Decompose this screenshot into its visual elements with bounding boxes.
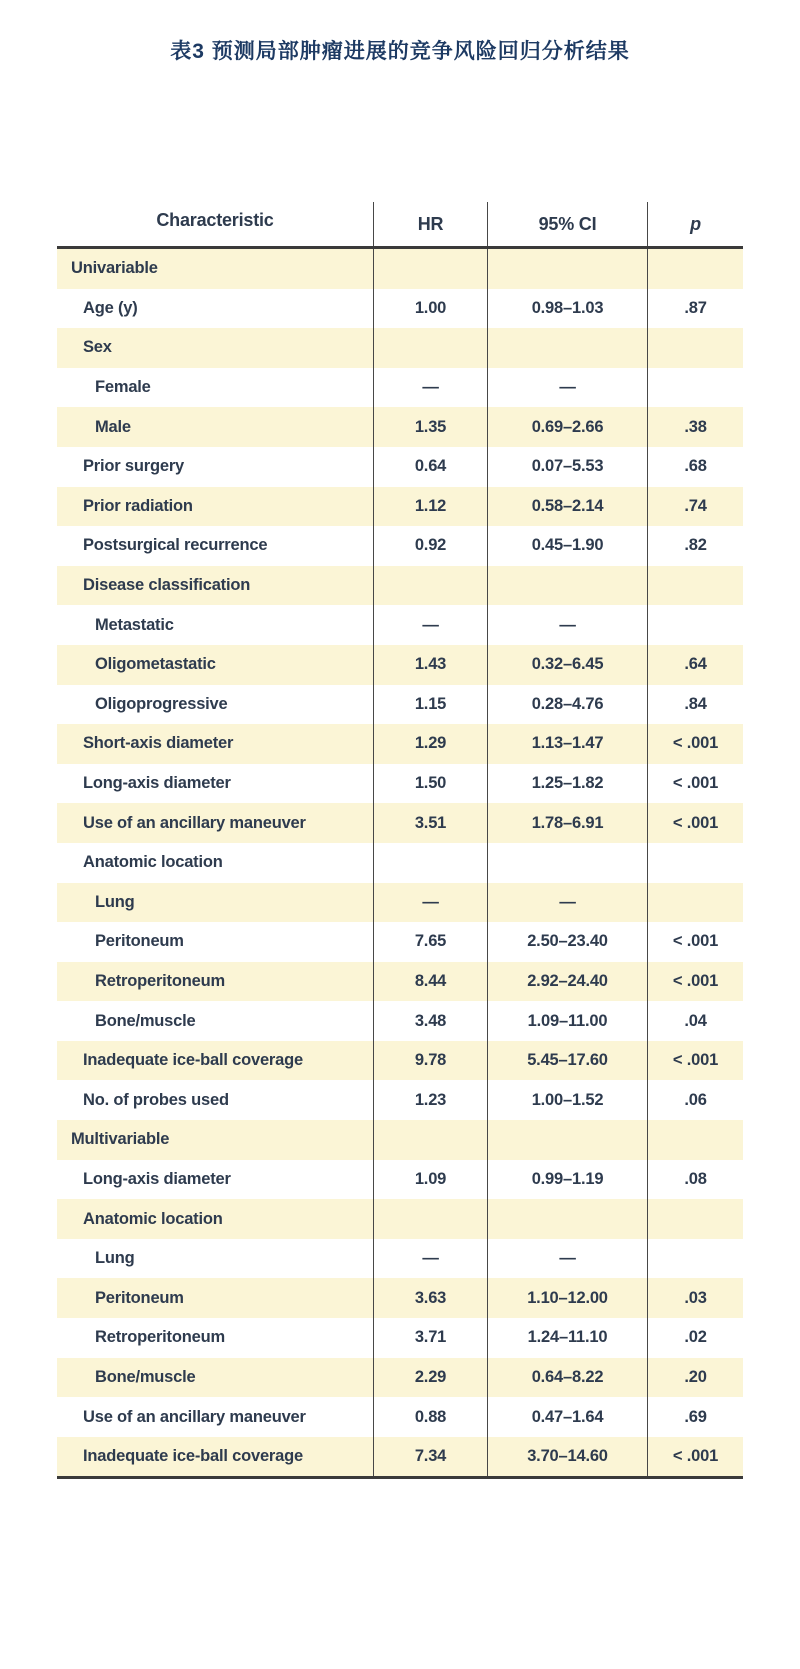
table-row	[57, 447, 743, 487]
characteristic-label: Short-axis diameter	[83, 734, 234, 753]
table-row	[57, 407, 743, 447]
characteristic-label: Peritoneum	[95, 1288, 184, 1307]
table-row	[57, 724, 743, 764]
cell-ci-value: —	[487, 1239, 647, 1279]
table-row	[57, 1041, 743, 1081]
cell-ci-value	[487, 1120, 647, 1160]
cell-hr-value: 3.63	[373, 1278, 487, 1318]
cell-characteristic	[57, 536, 373, 555]
table-caption: 表3 预测局部肿瘤进展的竞争风险回归分析结果	[170, 40, 630, 63]
cell-ci-value: 0.28–4.76	[487, 685, 647, 725]
cell-hr-value: —	[373, 883, 487, 923]
cell-characteristic	[57, 457, 373, 476]
cell-p-value: .82	[647, 526, 743, 566]
cell-p-value: .38	[647, 407, 743, 447]
table-row	[57, 962, 743, 1002]
table-header-row	[57, 195, 743, 249]
cell-hr-value: 1.43	[373, 645, 487, 685]
cell-p-value	[647, 1120, 743, 1160]
cell-ci-value: —	[487, 368, 647, 408]
cell-ci-value	[487, 249, 647, 289]
cell-ci-value: 3.70–14.60	[487, 1437, 647, 1477]
cell-characteristic	[57, 814, 373, 833]
characteristic-label: Oligometastatic	[95, 655, 216, 674]
cell-p-value	[647, 566, 743, 606]
characteristic-label: Metastatic	[95, 615, 174, 634]
cell-hr-value: 3.71	[373, 1318, 487, 1358]
cell-hr-value: —	[373, 368, 487, 408]
table-row	[57, 883, 743, 923]
characteristic-label: Lung	[95, 1249, 135, 1268]
table-row	[57, 764, 743, 804]
characteristic-label: Bone/muscle	[95, 1367, 196, 1386]
cell-hr-value: 0.92	[373, 526, 487, 566]
cell-p-value: .08	[647, 1160, 743, 1200]
table-row	[57, 1080, 743, 1120]
cell-characteristic	[57, 616, 373, 635]
cell-hr-value: 2.29	[373, 1358, 487, 1398]
table-row	[57, 328, 743, 368]
cell-ci-value: —	[487, 605, 647, 645]
cell-hr-value: 0.88	[373, 1397, 487, 1437]
cell-hr-value	[373, 328, 487, 368]
cell-hr-value: 1.00	[373, 289, 487, 329]
cell-ci-value: 0.69–2.66	[487, 407, 647, 447]
cell-p-value: .20	[647, 1358, 743, 1398]
cell-hr-value	[373, 1199, 487, 1239]
characteristic-label: Long-axis diameter	[83, 774, 231, 793]
table-row	[57, 1199, 743, 1239]
cell-p-value	[647, 883, 743, 923]
cell-ci-value: 1.24–11.10	[487, 1318, 647, 1358]
characteristic-label: Peritoneum	[95, 932, 184, 951]
cell-ci-value: 0.99–1.19	[487, 1160, 647, 1200]
table-row	[57, 289, 743, 329]
characteristic-label: Inadequate ice-ball coverage	[83, 1447, 303, 1466]
table-row	[57, 368, 743, 408]
table-row	[57, 1278, 743, 1318]
cell-p-value	[647, 843, 743, 883]
cell-p-value	[647, 1239, 743, 1279]
cell-hr-value: 3.48	[373, 1001, 487, 1041]
cell-characteristic	[57, 1289, 373, 1308]
cell-characteristic	[57, 1328, 373, 1347]
characteristic-label: Female	[95, 378, 151, 397]
characteristic-label: Univariable	[71, 259, 158, 278]
table-row	[57, 1397, 743, 1437]
regression-results-table	[57, 195, 743, 1479]
cell-characteristic	[57, 1130, 373, 1149]
cell-p-value	[647, 249, 743, 289]
cell-hr-value	[373, 249, 487, 289]
cell-ci-value: 2.92–24.40	[487, 962, 647, 1002]
cell-p-value: < .001	[647, 803, 743, 843]
cell-characteristic	[57, 497, 373, 516]
table-row	[57, 1318, 743, 1358]
cell-p-value: .84	[647, 685, 743, 725]
cell-p-value: < .001	[647, 1041, 743, 1081]
characteristic-label: Anatomic location	[83, 853, 223, 872]
cell-hr-value: 1.12	[373, 487, 487, 527]
cell-hr-value: —	[373, 1239, 487, 1279]
cell-ci-value	[487, 843, 647, 883]
characteristic-label: No. of probes used	[83, 1090, 229, 1109]
cell-p-value: .04	[647, 1001, 743, 1041]
cell-p-value: .87	[647, 289, 743, 329]
cell-characteristic	[57, 1170, 373, 1189]
column-header-p: p	[647, 202, 743, 246]
table-row	[57, 487, 743, 527]
characteristic-label: Male	[95, 417, 131, 436]
characteristic-label: Retroperitoneum	[95, 1328, 225, 1347]
table-row	[57, 1437, 743, 1477]
cell-characteristic	[57, 338, 373, 357]
cell-hr-value: 1.09	[373, 1160, 487, 1200]
cell-ci-value: 1.09–11.00	[487, 1001, 647, 1041]
table-row	[57, 1358, 743, 1398]
cell-p-value: .03	[647, 1278, 743, 1318]
characteristic-label: Inadequate ice-ball coverage	[83, 1051, 303, 1070]
table-row	[57, 1001, 743, 1041]
cell-characteristic	[57, 299, 373, 318]
cell-ci-value: 0.47–1.64	[487, 1397, 647, 1437]
cell-hr-value: 3.51	[373, 803, 487, 843]
characteristic-label: Use of an ancillary maneuver	[83, 813, 306, 832]
cell-characteristic	[57, 418, 373, 437]
cell-p-value	[647, 605, 743, 645]
cell-p-value	[647, 328, 743, 368]
cell-hr-value	[373, 566, 487, 606]
cell-hr-value: —	[373, 605, 487, 645]
cell-hr-value: 8.44	[373, 962, 487, 1002]
cell-ci-value: 2.50–23.40	[487, 922, 647, 962]
cell-p-value: .02	[647, 1318, 743, 1358]
cell-ci-value: 0.58–2.14	[487, 487, 647, 527]
cell-characteristic	[57, 1012, 373, 1031]
column-header-hr: HR	[373, 202, 487, 246]
characteristic-label: Bone/muscle	[95, 1011, 196, 1030]
table-row	[57, 1160, 743, 1200]
cell-characteristic	[57, 972, 373, 991]
cell-ci-value: 1.10–12.00	[487, 1278, 647, 1318]
cell-hr-value: 1.35	[373, 407, 487, 447]
cell-hr-value: 7.34	[373, 1437, 487, 1477]
cell-p-value	[647, 1199, 743, 1239]
characteristic-label: Disease classification	[83, 576, 251, 595]
characteristic-label: Prior surgery	[83, 457, 185, 476]
cell-p-value: < .001	[647, 764, 743, 804]
cell-hr-value: 9.78	[373, 1041, 487, 1081]
cell-hr-value: 1.29	[373, 724, 487, 764]
cell-p-value: < .001	[647, 1437, 743, 1477]
cell-hr-value: 1.15	[373, 685, 487, 725]
cell-ci-value	[487, 1199, 647, 1239]
cell-characteristic	[57, 1447, 373, 1466]
cell-characteristic	[57, 774, 373, 793]
cell-characteristic	[57, 1051, 373, 1070]
cell-ci-value: 1.00–1.52	[487, 1080, 647, 1120]
table-row	[57, 803, 743, 843]
table-row	[57, 566, 743, 606]
table-row	[57, 1239, 743, 1279]
table-row	[57, 922, 743, 962]
table-row	[57, 605, 743, 645]
cell-characteristic	[57, 734, 373, 753]
characteristic-label: Age (y)	[83, 298, 138, 317]
cell-p-value: .64	[647, 645, 743, 685]
cell-ci-value	[487, 328, 647, 368]
column-header-characteristic: Characteristic	[156, 210, 274, 230]
cell-hr-value: 7.65	[373, 922, 487, 962]
cell-ci-value: 0.45–1.90	[487, 526, 647, 566]
table-row	[57, 685, 743, 725]
cell-p-value: .06	[647, 1080, 743, 1120]
cell-hr-value	[373, 1120, 487, 1160]
cell-p-value: .74	[647, 487, 743, 527]
cell-ci-value: 0.32–6.45	[487, 645, 647, 685]
cell-characteristic	[57, 932, 373, 951]
table-body	[57, 249, 743, 1479]
cell-ci-value: 1.25–1.82	[487, 764, 647, 804]
cell-ci-value: 0.98–1.03	[487, 289, 647, 329]
table-row	[57, 843, 743, 883]
characteristic-label: Postsurgical recurrence	[83, 536, 268, 555]
cell-p-value: < .001	[647, 962, 743, 1002]
cell-characteristic	[57, 893, 373, 912]
cell-p-value: .69	[647, 1397, 743, 1437]
characteristic-label: Sex	[83, 338, 112, 357]
cell-ci-value: —	[487, 883, 647, 923]
cell-characteristic	[57, 695, 373, 714]
cell-characteristic	[57, 655, 373, 674]
cell-p-value: < .001	[647, 724, 743, 764]
characteristic-label: Retroperitoneum	[95, 971, 225, 990]
cell-hr-value	[373, 843, 487, 883]
table-row	[57, 645, 743, 685]
cell-characteristic	[57, 1210, 373, 1229]
characteristic-label: Prior radiation	[83, 496, 193, 515]
column-header-95ci: 95% CI	[487, 202, 647, 246]
cell-hr-value: 1.23	[373, 1080, 487, 1120]
table-row	[57, 249, 743, 289]
characteristic-label: Lung	[95, 892, 135, 911]
cell-hr-value: 1.50	[373, 764, 487, 804]
cell-ci-value: 5.45–17.60	[487, 1041, 647, 1081]
cell-characteristic	[57, 1249, 373, 1268]
cell-ci-value: 0.07–5.53	[487, 447, 647, 487]
cell-characteristic	[57, 378, 373, 397]
cell-characteristic	[57, 259, 373, 278]
table-row	[57, 526, 743, 566]
cell-ci-value: 1.13–1.47	[487, 724, 647, 764]
characteristic-label: Long-axis diameter	[83, 1169, 231, 1188]
cell-p-value: .68	[647, 447, 743, 487]
cell-characteristic	[57, 853, 373, 872]
characteristic-label: Multivariable	[71, 1130, 170, 1149]
cell-p-value: < .001	[647, 922, 743, 962]
characteristic-label: Anatomic location	[83, 1209, 223, 1228]
cell-ci-value: 1.78–6.91	[487, 803, 647, 843]
cell-characteristic	[57, 1091, 373, 1110]
cell-ci-value	[487, 566, 647, 606]
cell-hr-value: 0.64	[373, 447, 487, 487]
cell-characteristic	[57, 1368, 373, 1387]
table-row	[57, 1120, 743, 1160]
cell-characteristic	[57, 1408, 373, 1427]
characteristic-label: Oligoprogressive	[95, 694, 228, 713]
cell-characteristic	[57, 576, 373, 595]
characteristic-label: Use of an ancillary maneuver	[83, 1407, 306, 1426]
cell-ci-value: 0.64–8.22	[487, 1358, 647, 1398]
cell-p-value	[647, 368, 743, 408]
